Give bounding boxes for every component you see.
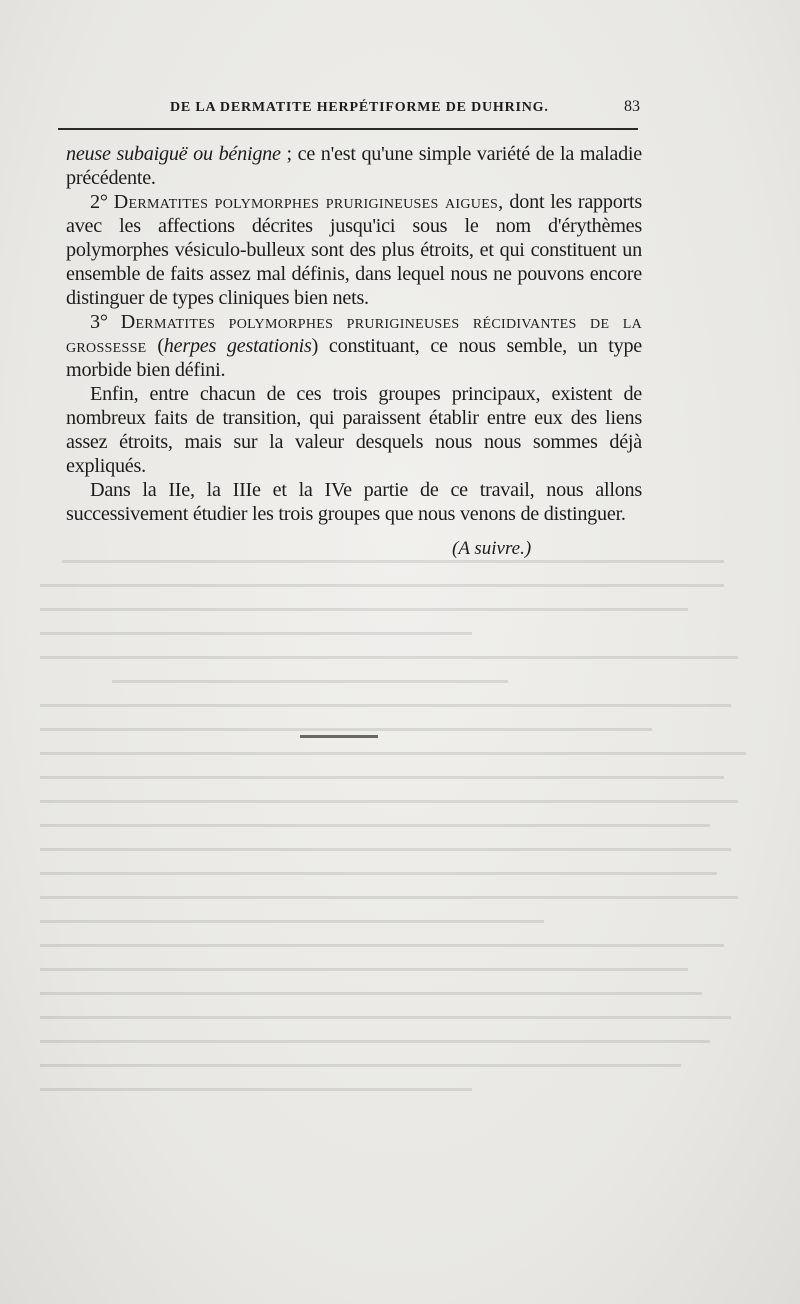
show-through-bleed bbox=[40, 560, 760, 1180]
paragraph-3-number: 3° bbox=[90, 311, 108, 333]
paragraph-3 bbox=[66, 310, 642, 382]
page-number: 83 bbox=[624, 98, 640, 115]
paragraph-4: Enfin, entre chacun de ces trois groupes principaux, existent de nombreux faits de transition, qui paraissent établir entre eux des liens assez étroits, mais sur la valeur desquels nous nous sommes déjà expliqués. bbox=[66, 383, 642, 477]
continuation-note bbox=[452, 538, 531, 560]
paragraph-2 bbox=[66, 190, 642, 310]
paragraph-3-italic: herpes gestationis bbox=[163, 335, 312, 357]
header-rule bbox=[58, 128, 638, 130]
continuation-note-text: (A suivre.) bbox=[452, 538, 532, 559]
paragraph-2-heading: Dermatites polymorphes prurigineuses aigues, bbox=[113, 191, 504, 213]
body-text bbox=[66, 142, 642, 526]
ornament-rule bbox=[300, 735, 378, 738]
paragraph-1-italic: neuse subaiguë ou bénigne bbox=[66, 143, 281, 165]
paragraph-5: Dans la IIe, la IIIe et la IVe partie de ce travail, nous allons successivement étudier les trois groupes que nous venons de distinguer. bbox=[66, 479, 642, 525]
paragraph-2-number: 2° bbox=[90, 191, 108, 213]
running-title: DE LA DERMATITE HERPÉTIFORME DE DUHRING. bbox=[170, 100, 549, 115]
paragraph-1 bbox=[66, 142, 642, 190]
paragraph-1-text: ; ce n'est qu'une simple variété de la maladie précédente. bbox=[66, 143, 642, 189]
paragraph-3-paren: ( bbox=[157, 335, 164, 357]
paragraph-3-text: ) constituant, ce nous semble, un type morbide bien défini. bbox=[66, 335, 643, 381]
paragraph-3-heading: Dermatites polymorphes prurigineuses récidivantes de la grossesse bbox=[66, 311, 643, 357]
page-header bbox=[60, 92, 640, 118]
paragraph-2-text: dont les rapports avec les affections décrites jusqu'ici sous le nom d'érythèmes polymorphes vésiculo-bulleux sont des plus étroits, et qui constituent un ensemble de faits assez mal définis, dans lequel nous ne pouvons encore distinguer de types cliniques bien nets. bbox=[66, 191, 643, 309]
